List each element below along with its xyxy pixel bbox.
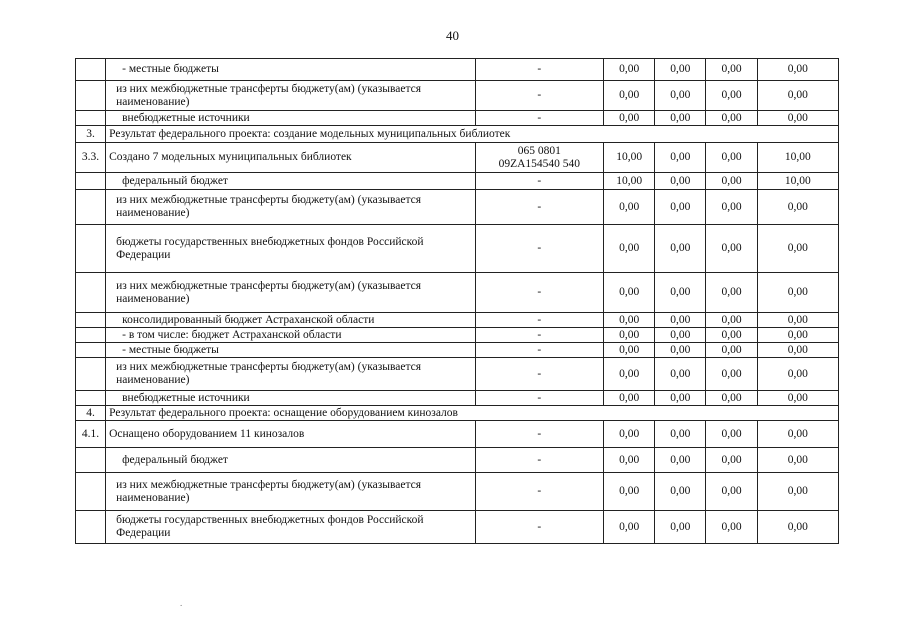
- row-name: - местные бюджеты: [106, 59, 475, 81]
- amount-cell-3: 0,00: [706, 313, 757, 328]
- row-number: 3.3.: [76, 143, 106, 173]
- amount-cell-4: 0,00: [757, 111, 838, 126]
- amount-cell-2: 0,00: [655, 511, 706, 544]
- amount-cell-3: 0,00: [706, 343, 757, 358]
- section-row: [76, 126, 839, 143]
- section-title: Результат федерального проекта: создание модельных муниципальных библиотек: [106, 126, 839, 143]
- amount-cell-4: 0,00: [757, 190, 838, 225]
- table-row: [76, 173, 839, 190]
- row-number: [76, 358, 106, 391]
- amount-cell-3: 0,00: [706, 190, 757, 225]
- amount-cell-1: 0,00: [604, 328, 655, 343]
- amount-cell-2: 0,00: [655, 313, 706, 328]
- budget-code: -: [475, 190, 604, 225]
- budget-code: -: [475, 225, 604, 273]
- amount-cell-1: 0,00: [604, 273, 655, 313]
- amount-cell-2: 0,00: [655, 143, 706, 173]
- amount-cell-2: 0,00: [655, 448, 706, 473]
- amount-cell-4: 0,00: [757, 448, 838, 473]
- table-row: [76, 273, 839, 313]
- budget-table: [75, 58, 839, 544]
- amount-cell-2: 0,00: [655, 111, 706, 126]
- row-number: [76, 225, 106, 273]
- amount-cell-1: 0,00: [604, 391, 655, 406]
- row-name: Оснащено оборудованием 11 кинозалов: [106, 421, 475, 448]
- section-title: Результат федерального проекта: оснащение оборудованием кинозалов: [106, 406, 839, 421]
- amount-cell-2: 0,00: [655, 59, 706, 81]
- amount-cell-3: 0,00: [706, 421, 757, 448]
- amount-cell-3: 0,00: [706, 328, 757, 343]
- budget-code: -: [475, 473, 604, 511]
- amount-cell-2: 0,00: [655, 225, 706, 273]
- budget-code: -: [475, 59, 604, 81]
- budget-code: -: [475, 81, 604, 111]
- budget-code: -: [475, 313, 604, 328]
- amount-cell-1: 0,00: [604, 225, 655, 273]
- amount-cell-4: 0,00: [757, 511, 838, 544]
- amount-cell-2: 0,00: [655, 473, 706, 511]
- row-name: - местные бюджеты: [106, 343, 475, 358]
- row-number: [76, 313, 106, 328]
- amount-cell-2: 0,00: [655, 81, 706, 111]
- row-number: [76, 81, 106, 111]
- amount-cell-3: 0,00: [706, 59, 757, 81]
- budget-code: -: [475, 511, 604, 544]
- row-name: федеральный бюджет: [106, 448, 475, 473]
- budget-code: -: [475, 391, 604, 406]
- page-number: 40: [446, 28, 459, 43]
- row-name: из них межбюджетные трансферты бюджету(ам) (указывается наименование): [106, 81, 475, 111]
- budget-code: -: [475, 343, 604, 358]
- amount-cell-3: 0,00: [706, 111, 757, 126]
- row-name: из них межбюджетные трансферты бюджету(ам) (указывается наименование): [106, 358, 475, 391]
- amount-cell-4: 0,00: [757, 358, 838, 391]
- budget-code: 065 0801 09ZA154540 540: [475, 143, 604, 173]
- amount-cell-4: 0,00: [757, 225, 838, 273]
- scan-dot: .: [180, 598, 183, 608]
- table-row: [76, 391, 839, 406]
- amount-cell-2: 0,00: [655, 391, 706, 406]
- amount-cell-1: 0,00: [604, 511, 655, 544]
- table-row: [76, 190, 839, 225]
- row-name: Создано 7 модельных муниципальных библиотек: [106, 143, 475, 173]
- amount-cell-1: 0,00: [604, 421, 655, 448]
- row-number: 3.: [76, 126, 106, 143]
- amount-cell-4: 0,00: [757, 473, 838, 511]
- row-number: [76, 328, 106, 343]
- budget-code: -: [475, 358, 604, 391]
- table-row: [76, 343, 839, 358]
- row-number: 4.1.: [76, 421, 106, 448]
- amount-cell-2: 0,00: [655, 421, 706, 448]
- amount-cell-2: 0,00: [655, 358, 706, 391]
- table-row: [76, 511, 839, 544]
- table-row: [76, 143, 839, 173]
- row-name: бюджеты государственных внебюджетных фондов Российской Федерации: [106, 511, 475, 544]
- table-row: [76, 81, 839, 111]
- row-name: - в том числе: бюджет Астраханской области: [106, 328, 475, 343]
- table-row: [76, 313, 839, 328]
- amount-cell-4: 0,00: [757, 343, 838, 358]
- row-number: [76, 59, 106, 81]
- amount-cell-2: 0,00: [655, 273, 706, 313]
- amount-cell-3: 0,00: [706, 225, 757, 273]
- amount-cell-1: 0,00: [604, 473, 655, 511]
- amount-cell-3: 0,00: [706, 143, 757, 173]
- amount-cell-4: 0,00: [757, 328, 838, 343]
- row-number: [76, 448, 106, 473]
- row-name: из них межбюджетные трансферты бюджету(ам) (указывается наименование): [106, 473, 475, 511]
- budget-code: -: [475, 448, 604, 473]
- row-name: из них межбюджетные трансферты бюджету(ам) (указывается наименование): [106, 273, 475, 313]
- table-row: [76, 328, 839, 343]
- amount-cell-4: 0,00: [757, 59, 838, 81]
- row-name: внебюджетные источники: [106, 111, 475, 126]
- amount-cell-1: 0,00: [604, 111, 655, 126]
- amount-cell-2: 0,00: [655, 343, 706, 358]
- table-row: [76, 448, 839, 473]
- row-number: [76, 391, 106, 406]
- row-number: 4.: [76, 406, 106, 421]
- row-name: из них межбюджетные трансферты бюджету(ам) (указывается наименование): [106, 190, 475, 225]
- amount-cell-4: 0,00: [757, 81, 838, 111]
- amount-cell-3: 0,00: [706, 448, 757, 473]
- amount-cell-1: 0,00: [604, 448, 655, 473]
- amount-cell-1: 10,00: [604, 173, 655, 190]
- row-name: консолидированный бюджет Астраханской области: [106, 313, 475, 328]
- table-row: [76, 111, 839, 126]
- row-number: [76, 511, 106, 544]
- amount-cell-3: 0,00: [706, 81, 757, 111]
- amount-cell-1: 0,00: [604, 358, 655, 391]
- budget-table-body: [76, 59, 839, 544]
- amount-cell-2: 0,00: [655, 328, 706, 343]
- budget-code: -: [475, 328, 604, 343]
- amount-cell-4: 0,00: [757, 273, 838, 313]
- amount-cell-3: 0,00: [706, 273, 757, 313]
- amount-cell-4: 0,00: [757, 421, 838, 448]
- section-row: [76, 406, 839, 421]
- row-number: [76, 473, 106, 511]
- row-name: федеральный бюджет: [106, 173, 475, 190]
- amount-cell-1: 0,00: [604, 81, 655, 111]
- amount-cell-3: 0,00: [706, 473, 757, 511]
- amount-cell-4: 0,00: [757, 391, 838, 406]
- amount-cell-3: 0,00: [706, 511, 757, 544]
- amount-cell-1: 0,00: [604, 343, 655, 358]
- table-row: [76, 225, 839, 273]
- row-name: внебюджетные источники: [106, 391, 475, 406]
- row-number: [76, 190, 106, 225]
- row-number: [76, 273, 106, 313]
- table-row: [76, 421, 839, 448]
- amount-cell-2: 0,00: [655, 190, 706, 225]
- row-number: [76, 111, 106, 126]
- amount-cell-3: 0,00: [706, 358, 757, 391]
- budget-code: -: [475, 111, 604, 126]
- amount-cell-4: 10,00: [757, 143, 838, 173]
- row-number: [76, 343, 106, 358]
- amount-cell-1: 0,00: [604, 313, 655, 328]
- budget-code: -: [475, 173, 604, 190]
- amount-cell-1: 10,00: [604, 143, 655, 173]
- amount-cell-3: 0,00: [706, 391, 757, 406]
- amount-cell-4: 10,00: [757, 173, 838, 190]
- amount-cell-4: 0,00: [757, 313, 838, 328]
- budget-code: -: [475, 273, 604, 313]
- row-number: [76, 173, 106, 190]
- table-row: [76, 358, 839, 391]
- amount-cell-1: 0,00: [604, 59, 655, 81]
- table-row: [76, 59, 839, 81]
- amount-cell-2: 0,00: [655, 173, 706, 190]
- amount-cell-3: 0,00: [706, 173, 757, 190]
- table-row: [76, 473, 839, 511]
- row-name: бюджеты государственных внебюджетных фондов Российской Федерации: [106, 225, 475, 273]
- budget-code: -: [475, 421, 604, 448]
- amount-cell-1: 0,00: [604, 190, 655, 225]
